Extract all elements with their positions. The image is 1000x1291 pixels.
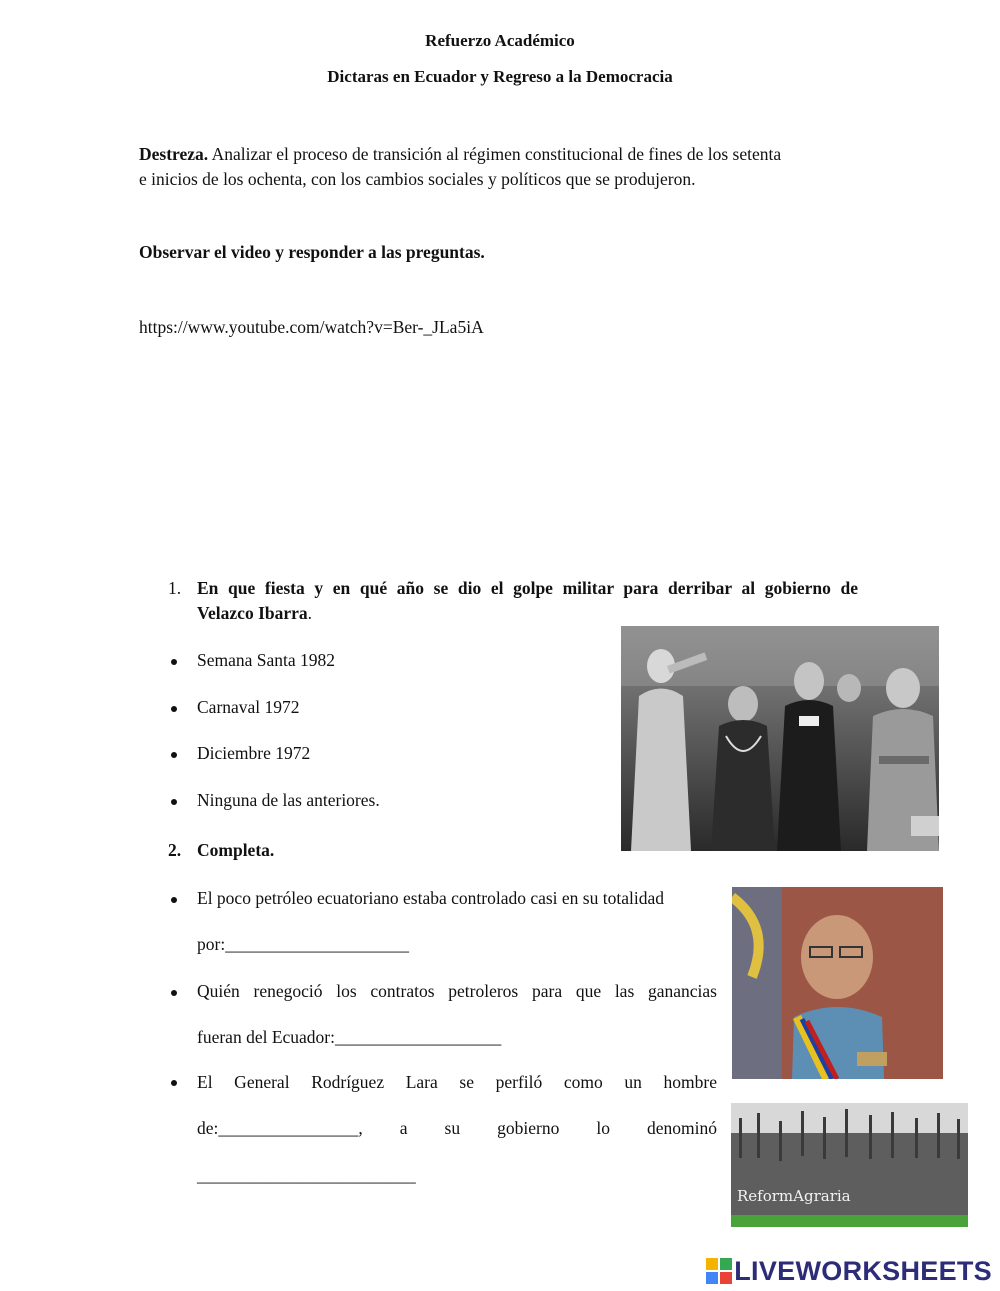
skill-label: Destreza. [139, 144, 209, 164]
reforma-caption: ReformAgraria [737, 1187, 851, 1205]
skill-paragraph [139, 142, 879, 192]
photo-general-portrait [732, 887, 943, 1079]
video-link[interactable]: https://www.youtube.com/watch?v=Ber-_JLa5iA [139, 317, 484, 337]
q2-item3-line3[interactable]: _________________________ [197, 1165, 416, 1185]
question1-name: Velazco Ibarra [197, 603, 308, 623]
question2-number: 2. [168, 840, 182, 860]
bullet-icon [171, 799, 177, 805]
bullet-icon [171, 706, 177, 712]
skill-text-line2: e inicios de los ochenta, con los cambios sociales y políticos que se produjeron. [139, 169, 696, 189]
bullet-icon [171, 752, 177, 758]
military-toast-image [621, 626, 939, 851]
q2-item1-line1: El poco petróleo ecuatoriano estaba controlado casi en su totalidad [197, 888, 664, 908]
question1-line2 [197, 601, 312, 626]
page-title: Refuerzo Académico [425, 31, 575, 50]
q2-item3-line2[interactable]: de:________________, a su gobierno lo denominó [197, 1118, 717, 1138]
q2-item2-line1: Quién renegoció los contratos petroleros para que las ganancias [197, 981, 717, 1001]
q2-item1-line2[interactable]: por:_____________________ [197, 934, 409, 954]
bullet-icon [171, 990, 177, 996]
bullet-icon [171, 659, 177, 665]
photo-military-toast [621, 626, 939, 851]
page-subtitle: Dictaras en Ecuador y Regreso a la Democracia [327, 67, 673, 86]
brand-name: LIVEWORKSHEETS [734, 1255, 992, 1286]
option-item[interactable]: Diciembre 1972 [197, 743, 311, 763]
question1-line1: En que fiesta y en qué año se dio el golpe militar para derribar al gobierno de [197, 578, 858, 598]
option-item[interactable]: Ninguna de las anteriores. [197, 790, 380, 810]
brand-blocks-icon [706, 1258, 732, 1284]
liveworksheets-logo[interactable] [706, 1256, 992, 1286]
question1-number: 1. [168, 578, 182, 598]
bullet-icon [171, 897, 177, 903]
option-item[interactable]: Semana Santa 1982 [197, 650, 336, 670]
reforma-agraria-image [731, 1103, 968, 1227]
q2-item3-line1: El General Rodríguez Lara se perfiló como un hombre [197, 1072, 717, 1092]
photo-reforma-agraria [731, 1103, 968, 1227]
q2-item2-line2[interactable]: fueran del Ecuador:___________________ [197, 1027, 502, 1047]
skill-text-line1: Analizar el proceso de transición al régimen constitucional de fines de los setenta [211, 144, 782, 164]
general-portrait-image [732, 887, 943, 1079]
question1-period: . [307, 603, 313, 623]
bullet-icon [171, 1080, 177, 1086]
question2-title: Completa. [197, 840, 275, 860]
instruction: Observar el video y responder a las preguntas. [139, 242, 485, 262]
option-item[interactable]: Carnaval 1972 [197, 697, 300, 717]
